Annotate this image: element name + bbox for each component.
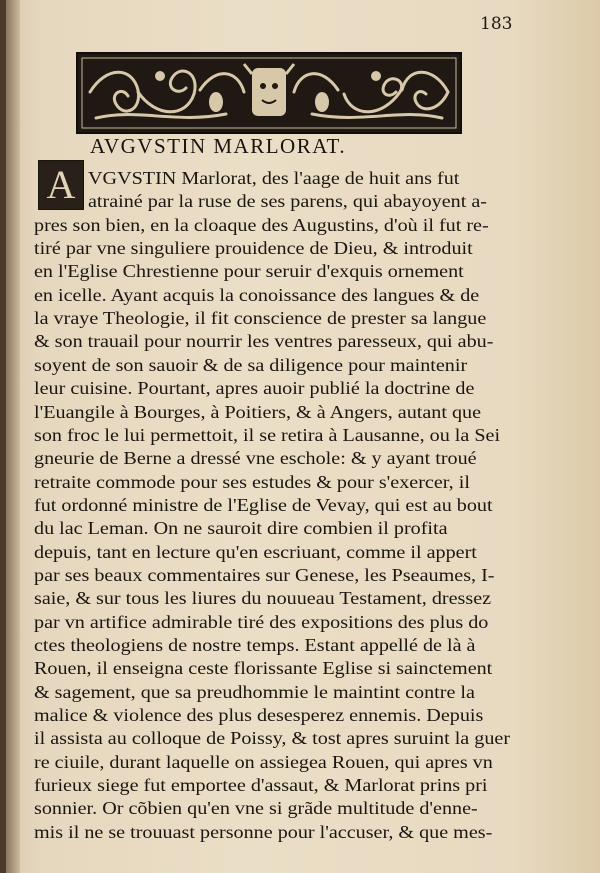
- text-line: saie, & sur tous les liures du nouueau Testament, dressez: [34, 588, 492, 609]
- text-line: en l'Eglise Chrestienne pour seruir d'exquis ornement: [34, 261, 464, 282]
- text-line: par ses beaux commentaires sur Genese, les Pseaumes, I-: [34, 564, 495, 585]
- page-number: 183: [480, 14, 513, 34]
- drop-cap-initial: [38, 160, 84, 210]
- text-line: fut ordonné ministre de l'Eglise de Vevay, qui est au bout: [34, 494, 493, 515]
- text-line: la vraye Theologie, il fit conscience de prester sa langue: [34, 308, 487, 329]
- text-line: & son trauail pour nourrir les ventres paresseux, qui abu-: [34, 331, 494, 352]
- text-line: il assista au colloque de Poissy, & tost apres suruint la guer: [34, 728, 511, 749]
- text-line: depuis, tant en lecture qu'en escriuant, comme il appert: [34, 541, 477, 562]
- woodcut-ornament-icon: [76, 52, 462, 134]
- text-line: atrainé par la ruse de ses parens, qui abayoyent a-: [88, 191, 487, 212]
- text-line: par vn artifice admirable tiré des expositions des plus do: [34, 611, 489, 632]
- page-title: AVGVSTIN MARLORAT.: [90, 134, 347, 158]
- text-line: du lac Leman. On ne sauroit dire combien il profita: [34, 518, 448, 539]
- text-line: retraite commode pour ses estudes & pour s'exercer, il: [34, 471, 470, 492]
- text-line: Rouen, il enseigna ceste florissante Eglise si sainctement: [34, 658, 493, 679]
- text-line: pres son bien, en la cloaque des Augustins, d'où il fut re-: [34, 214, 489, 235]
- drop-cap-letter: A: [46, 162, 76, 207]
- text-line: & sagement, que sa preudhommie le maintint contre la: [34, 681, 475, 702]
- text-line: gneurie de Berne a dressé vne eschole: & y ayant troué: [34, 448, 477, 469]
- text-line: leur cuisine. Pourtant, apres auoir publié la doctrine de: [34, 378, 475, 399]
- text-line: VGVSTIN Marlorat, des l'aage de huit ans fut: [88, 168, 460, 188]
- page-gutter: [6, 0, 20, 873]
- book-page: [6, 0, 600, 873]
- text-line: furieux siege fut emportee d'assaut, & Marlorat prins pri: [34, 775, 488, 796]
- text-line: ctes theologiens de nostre temps. Estant appellé de là à: [34, 635, 476, 655]
- text-line: sonnier. Or cõbien qu'en vne si grãde multitude d'enne-: [34, 798, 478, 819]
- text-line: son froc le lui permettoit, il se retira à Lausanne, ou la Sei: [34, 424, 501, 445]
- text-line: re ciuile, durant laquelle on assiegea Rouen, qui apres vn: [34, 751, 493, 772]
- text-line: tiré par vne singuliere prouidence de Dieu, & introduit: [34, 238, 473, 259]
- text-line: en icelle. Ayant acquis la conoissance des langues & de: [34, 284, 480, 305]
- text-line: malice & violence des plus desesperez ennemis. Depuis: [34, 705, 484, 726]
- text-line: mis il ne se trouuast personne pour l'accuser, & que mes-: [34, 821, 493, 842]
- text-line: l'Euangile à Bourges, à Poitiers, & à Angers, autant que: [34, 401, 482, 422]
- text-line: soyent de son sauoir & de sa diligence pour maintenir: [34, 354, 468, 375]
